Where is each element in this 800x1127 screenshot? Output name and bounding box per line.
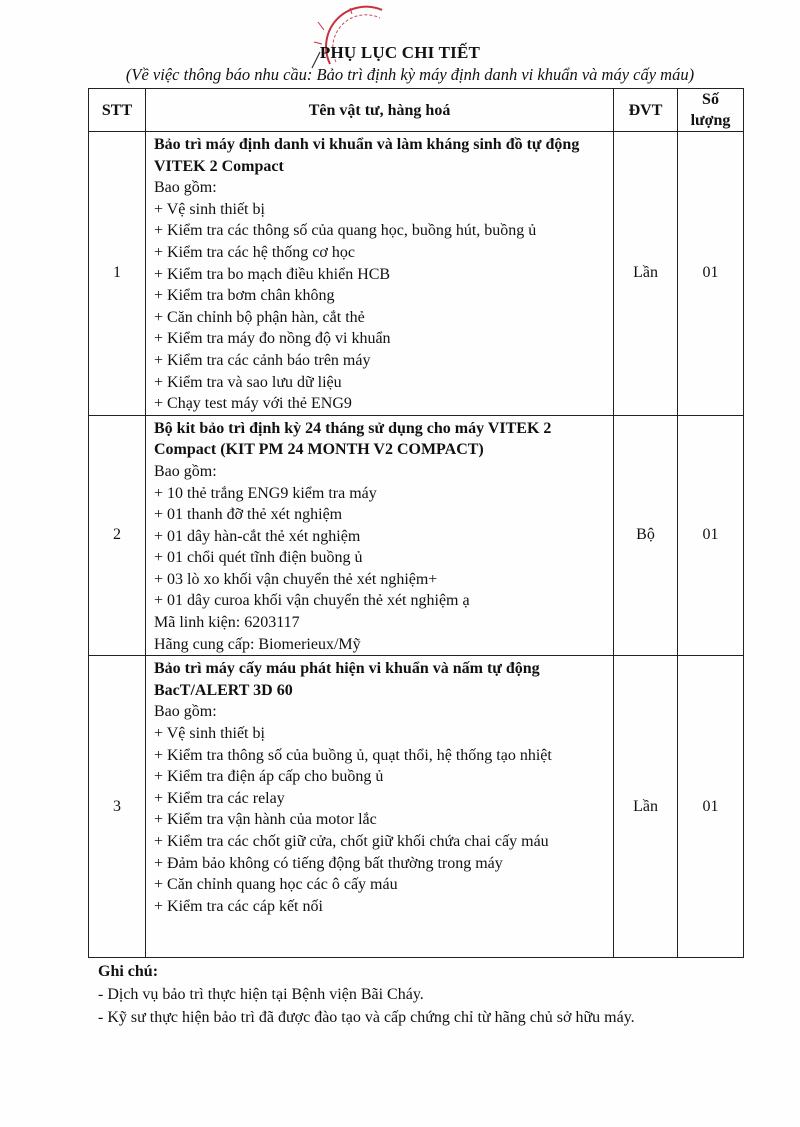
row-heading: Bộ kit bảo trì định kỳ 24 tháng sử dụng cho máy VITEK 2 Compact (KIT PM 24 MONTH V2 COMPACT) (154, 419, 552, 459)
notes-heading: Ghi chú: (98, 963, 159, 980)
table-row (89, 415, 744, 656)
row-description (146, 132, 614, 416)
row-qty: 01 (678, 132, 744, 416)
row-line: + 03 lò xo khối vận chuyển thẻ xét nghiệm+ (154, 570, 438, 588)
row-qty: 01 (678, 656, 744, 958)
note-item: - Dịch vụ bảo trì thực hiện tại Bệnh viện Bãi Cháy. (98, 986, 424, 1003)
row-line: + 01 chổi quét tĩnh điện buồng ủ (154, 549, 363, 567)
row-description (146, 415, 614, 656)
row-heading: Bảo trì máy cấy máu phát hiện vi khuẩn và nấm tự động BacT/ALERT 3D 60 (154, 660, 540, 699)
document-subtitle: (Về việc thông báo nhu cầu: Bảo trì định kỳ máy định danh vi khuẩn và máy cấy máu) (125, 65, 695, 84)
row-line: + Kiểm tra các hệ thống cơ học (154, 243, 355, 261)
row-line: Hãng cung cấp: Biomerieux/Mỹ (154, 635, 361, 653)
row-line: + Kiểm tra các relay (154, 789, 285, 807)
row-line: Bao gồm: (154, 703, 217, 721)
col-header-qty-line2: lượng (690, 112, 731, 129)
row-line: + Vệ sinh thiết bị (154, 725, 265, 743)
row-line: Bao gồm: (154, 179, 217, 197)
note-item: - Kỹ sư thực hiện bảo trì đã được đào tạo và cấp chứng chỉ từ hãng chủ sở hữu máy. (98, 1009, 635, 1026)
row-description (146, 656, 614, 958)
row-line: + Kiểm tra bơm chân không (154, 287, 335, 305)
row-line: + Kiểm tra vận hành của motor lắc (154, 811, 377, 829)
materials-table (88, 88, 744, 958)
row-line: + Kiểm tra bo mạch điều khiển HCB (154, 265, 391, 283)
document-title: PHỤ LỤC CHI TIẾT (319, 43, 481, 62)
row-line: + 01 dây curoa khối vận chuyển thẻ xét nghiệm ạ (154, 592, 470, 610)
row-line: + Căn chỉnh bộ phận hàn, cắt thẻ (154, 308, 365, 326)
row-line: + Kiểm tra và sao lưu dữ liệu (154, 373, 342, 391)
row-unit: Bộ (614, 415, 678, 656)
row-heading: Bảo trì máy định danh vi khuẩn và làm kháng sinh đồ tự động VITEK 2 Compact (154, 136, 580, 175)
col-header-qty (678, 89, 744, 132)
table-row (89, 656, 744, 958)
row-line: + Chạy test máy với thẻ ENG9 (154, 395, 352, 413)
row-qty: 01 (678, 415, 744, 656)
row-line: + Đảm bảo không có tiếng động bất thường trong máy (154, 854, 503, 872)
row-line: + Kiểm tra các chốt giữ cửa, chốt giữ khối chứa chai cấy máu (154, 833, 549, 850)
row-line: + Kiểm tra các cảnh báo trên máy (154, 351, 371, 369)
col-header-name: Tên vật tư, hàng hoá (146, 89, 614, 132)
row-line: + Kiểm tra thông số của buồng ủ, quạt thổi, hệ thống tạo nhiệt (154, 746, 552, 764)
table-header-row (89, 89, 744, 132)
row-line: + Kiểm tra máy đo nồng độ vi khuẩn (154, 330, 391, 348)
col-header-stt: STT (89, 89, 146, 132)
row-stt: 1 (89, 132, 146, 416)
row-line: + 01 dây hàn-cắt thẻ xét nghiệm (154, 527, 361, 545)
row-line: Bao gồm: (154, 462, 217, 480)
row-line: + Kiểm tra các cáp kết nối (154, 897, 323, 915)
row-line: + Kiểm tra các thông số của quang học, buồng hút, buồng ủ (154, 222, 537, 240)
row-line: + 01 thanh đỡ thẻ xét nghiệm (154, 506, 343, 524)
row-line: + 10 thẻ trắng ENG9 kiểm tra máy (154, 484, 377, 502)
row-stt: 3 (89, 656, 146, 958)
row-line: Mã linh kiện: 6203117 (154, 614, 300, 632)
row-unit: Lần (614, 656, 678, 958)
notes-section (98, 960, 635, 1029)
table-row (89, 132, 744, 416)
row-line: + Kiểm tra điện áp cấp cho buồng ủ (154, 768, 384, 786)
col-header-unit: ĐVT (614, 89, 678, 132)
col-header-qty-line1: Số (702, 91, 719, 108)
row-unit: Lần (614, 132, 678, 416)
row-line: + Căn chỉnh quang học các ô cấy máu (154, 876, 398, 894)
row-stt: 2 (89, 415, 146, 656)
row-line: + Vệ sinh thiết bị (154, 200, 265, 218)
